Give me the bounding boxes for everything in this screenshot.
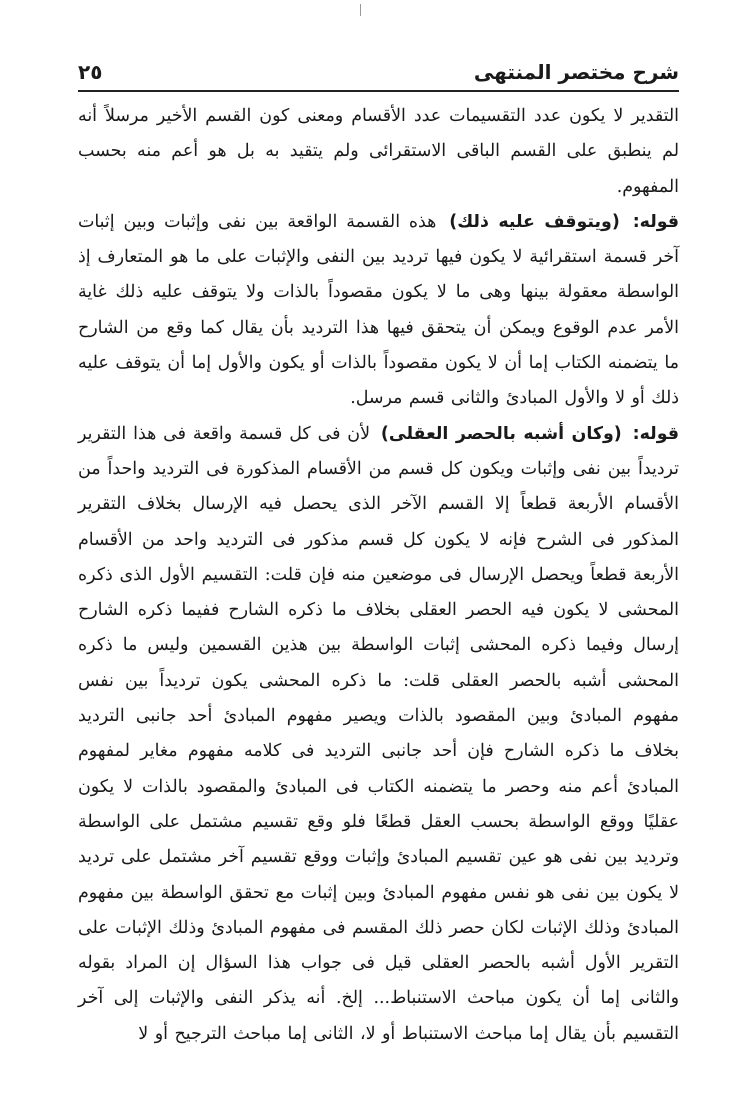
body-text <box>78 99 679 1052</box>
header-rule <box>78 90 679 92</box>
paragraph <box>78 417 679 1052</box>
page-header <box>78 58 679 88</box>
page-number: ٢٥ <box>78 60 103 84</box>
quoted-phrase: (ويتوقف عليه ذلك) <box>449 211 620 232</box>
running-title: شرح مختصر المنتهى <box>473 60 679 84</box>
paragraph-text: هذه القسمة الواقعة بين نفى وإثبات وبين إثبات آخر قسمة استقرائية لا يكون فيها ترديد بين النفى والإثبات على ما هو المتعارف إذ الواسطة معقولة بينها وهى ما لا يكون مقصوداً بالذات ولا يتوقف عليه ذلك غاية الأمر عدم الوقوع ويمكن أن يتحقق فيها هذا الترديد بأن يقال كما وقع من الشارح ما يتضمنه الكتاب إما أن لا يكون مقصوداً بالذات أو يكون والأول إما أن يتوقف عليه ذلك أو لا والأول المبادئ والثانى قسم مرسل. <box>78 211 679 409</box>
quote-label: قوله: <box>632 423 679 444</box>
quote-label: قوله: <box>632 211 680 232</box>
paragraph <box>78 99 679 205</box>
quoted-phrase: (وكان أشبه بالحصر العقلى) <box>380 423 622 444</box>
paragraph <box>78 205 679 417</box>
paragraph-text: لأن فى كل قسمة واقعة فى هذا التقرير ترديداً بين نفى وإثبات ويكون كل قسم من الأقسام المذكورة فى الترديد واحداً من الأقسام الأربعة قطعاً إلا القسم الآخر الذى يحصل فيه الإرسال بخلاف التقرير المذكور فى الشرح فإنه لا يكون كل قسم مذكور فى الترديد واحد من الأقسام الأربعة قطعاً ويحصل الإرسال فى موضعين منه فإن قلت: التقسيم الأول الذى ذكره المحشى لا يكون فيه الحصر العقلى بخلاف ما ذكره الشارح ففيما ذكره الشارح إرسال وفيما ذكره المحشى إثبات الواسطة بين هذين القسمين وليس ما ذكره المحشى أشبه بالحصر العقلى قلت: ما ذكره المحشى يكون ترديداً بين نفس مفهوم المبادئ وبين المقصود بالذات ويصير مفهوم المبادئ أحد جانبى الترديد بخلاف ما ذكره الشارح فإن أحد جانبى الترديد فى كلامه مفهوم مغاير لمفهوم المبادئ أعم منه وحصر ما يتضمنه الكتاب فى المبادئ والمقصود بالذات لا يكون عقليًا ووقع الواسطة بحسب العقل قطعًا فلو وقع تقسيم مشتمل على الواسطة وترديد بين نفى هو عين تقسيم المبادئ وإثبات ووقع تقسيم آخر مشتمل على ترديد لا يكون بين نفى هو نفس مفهوم المبادئ وبين إثبات مع تحقق الواسطة بين مفهوم المبادئ وذلك الإثبات لكان حصر ذلك المقسم فى مفهوم المبادئ وذلك الإثبات على التقرير الأول أشبه بالحصر العقلى قيل فى جواب هذا السؤال إن المراد بقوله والثانى إما أن يكون مباحث الاستنباط... إلخ. أنه يذكر النفى والإثبات إلى آخر التقسيم بأن يقال إما مباحث الاستنباط أو لا، الثانى إما مباحث الترجيح أو لا <box>78 423 679 1044</box>
paragraph-text: التقدير لا يكون عدد التقسيمات عدد الأقسام ومعنى كون القسم الأخير مرسلاً أنه لم ينطبق على القسم الباقى الاستقرائى ولم يتقيد به بل هو أعم منه بحسب المفهوم. <box>78 106 679 197</box>
scan-mark <box>360 4 361 16</box>
